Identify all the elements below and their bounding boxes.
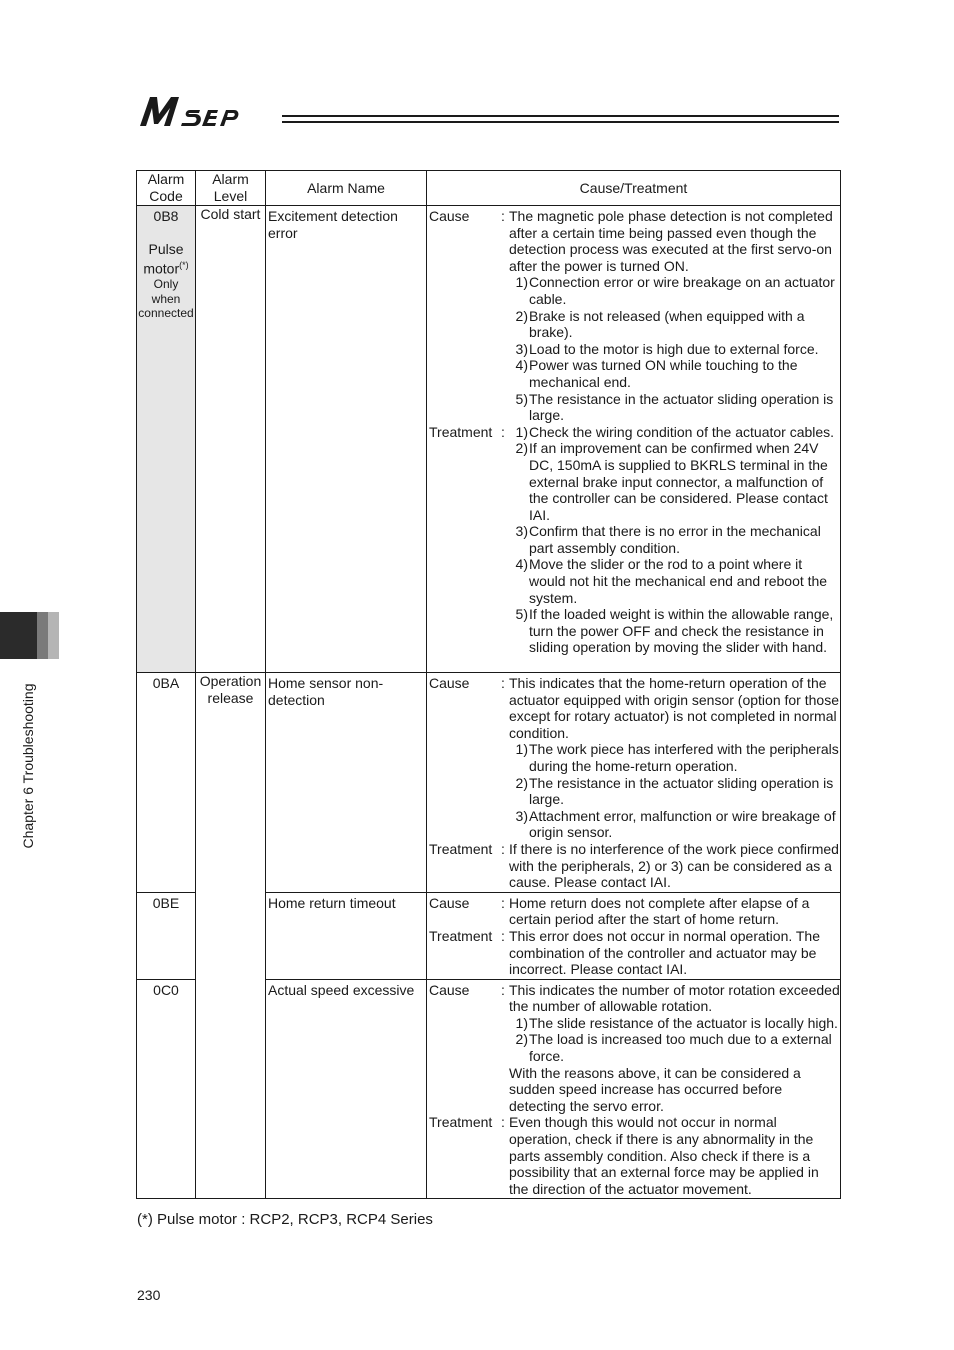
item-text: Load to the motor is high due to external force.: [529, 340, 819, 357]
list-item: [509, 775, 840, 808]
colon: :: [501, 675, 505, 691]
item-number: 2): [515, 1031, 528, 1048]
item-text: If the loaded weight is within the allowable range, turn the power OFF and check the resistance in sliding operation by moving the slider with hand.: [529, 606, 834, 656]
list-item: [509, 523, 840, 556]
cause-label: Cause: [429, 981, 470, 998]
item-number: 1): [515, 741, 528, 758]
header-rule-top: [282, 115, 839, 117]
cause-treatment-cell: [427, 979, 841, 1199]
item-text: The slide resistance of the actuator is locally high.: [529, 1014, 838, 1031]
item-text: The resistance in the actuator sliding operation is large.: [529, 390, 834, 424]
cause-text: This indicates that the home-return operation of the actuator equipped with origin sensor (option for those except for rotary actuator) is not completed in normal condition.: [509, 675, 839, 741]
cause-treatment-cell: [427, 673, 841, 893]
list-item: [509, 357, 840, 390]
list-item: [509, 556, 840, 606]
item-text: Confirm that there is no error in the mechanical part assembly condition.: [529, 523, 821, 556]
chapter-tab-dark: [0, 612, 37, 659]
footnote-mark: (*): [179, 260, 189, 271]
cause-label: Cause: [429, 208, 470, 224]
cause-treatment-cell: [427, 892, 841, 979]
header-alarm-level: [196, 171, 266, 206]
treatment-text: This error does not occur in normal operation. The combination of the controller and actuator may be incorrect. Please contact IAI.: [509, 927, 821, 978]
pulse-note-text: motor: [143, 260, 180, 277]
item-text: The work piece has interfered with the peripherals during the home-return operation.: [529, 741, 839, 774]
item-number: 4): [515, 357, 528, 374]
table-row: [137, 206, 841, 673]
pulse-note: Pulse: [148, 240, 184, 257]
item-text: Attachment error, malfunction or wire breakage of origin sensor.: [529, 807, 836, 841]
page-number: 230: [137, 1287, 161, 1303]
colon: :: [501, 840, 505, 857]
treatment-label: Treatment: [429, 1114, 493, 1131]
treatment-section: [429, 928, 840, 978]
header-text: Alarm: [212, 171, 249, 188]
footnote: (*) Pulse motor : RCP2, RCP3, RCP4 Series: [137, 1211, 433, 1228]
cause-section: [429, 982, 840, 1115]
cause-section: [429, 208, 840, 424]
treatment-section: [429, 841, 840, 891]
cause-text: This indicates the number of motor rotation exceeded the number of allowable rotation.: [509, 981, 840, 1015]
list-item: [509, 274, 840, 307]
alarm-table: [136, 170, 841, 1199]
chapter-tab-light: [48, 612, 59, 659]
item-number: 5): [515, 606, 528, 623]
item-number: 2): [515, 307, 528, 324]
chapter-label: Chapter 6 Troubleshooting: [20, 683, 36, 849]
header-text: Code: [149, 188, 183, 204]
item-number: 1): [515, 274, 528, 291]
treatment-section: [429, 424, 840, 656]
alarm-code: 0B8: [153, 208, 179, 224]
item-text: The load is increased too much due to a external force.: [529, 1031, 832, 1065]
item-number: 3): [515, 807, 528, 824]
cause-label: Cause: [429, 894, 470, 911]
item-text: If an improvement can be confirmed when 24V DC, 150mA is supplied to BKRLS terminal in the external brake input connector, a malfunction of the controller can be considered. Please contact IAI.: [529, 440, 828, 523]
item-number: 1): [515, 1014, 528, 1031]
list-item: [509, 341, 840, 358]
cause-label: Cause: [429, 675, 470, 691]
cause-section: [429, 895, 840, 928]
alarm-code: 0BA: [152, 675, 180, 691]
alarm-name-cell: Actual speed excessive: [266, 979, 427, 1199]
header-alarm-name: Alarm Name: [266, 171, 427, 206]
alarm-code-cell: [137, 206, 196, 673]
alarm-code: 0BE: [152, 894, 180, 911]
list-item: [509, 391, 840, 424]
header-rule-bottom: [282, 121, 839, 123]
item-number: 3): [515, 523, 528, 540]
alarm-name-cell: Excitement detection error: [266, 206, 427, 673]
pulse-note-small: connected: [138, 306, 194, 321]
item-text: Move the slider or the rod to a point where it would not hit the mechanical end and reboot the system.: [529, 556, 828, 606]
header-text: Level: [213, 188, 248, 204]
colon: :: [501, 1114, 505, 1131]
treatment-label: Treatment: [429, 927, 493, 944]
treatment-section: [429, 1114, 840, 1197]
list-item: [509, 606, 840, 656]
item-text: Connection error or wire breakage on an actuator cable.: [529, 274, 835, 307]
list-item: [509, 808, 840, 841]
alarm-code-cell: [137, 892, 196, 979]
item-text: Check the wiring condition of the actuator cables.: [529, 423, 835, 440]
cause-text: The magnetic pole phase detection is not completed after a certain time being passed even though the detection process was executed at the first servo-on after the power is turned ON.: [509, 208, 833, 274]
alarm-level-cell: Cold start: [196, 206, 266, 673]
colon: :: [501, 894, 505, 911]
item-number: 3): [515, 340, 528, 357]
list-item: [509, 1015, 840, 1032]
pulse-note-small: Only: [153, 277, 179, 292]
treatment-label: Treatment: [429, 840, 493, 857]
list-item: [509, 308, 840, 341]
item-text: The resistance in the actuator sliding operation is large.: [529, 774, 834, 808]
msep-logo: [138, 94, 278, 128]
table-header-row: [137, 171, 841, 206]
pulse-note: [137, 257, 195, 277]
cause-treatment-cell: [427, 206, 841, 673]
alarm-name-cell: Home sensor non-detection: [266, 673, 427, 893]
cause-text: With the reasons above, it can be considered a sudden speed increase has occurred before detecting the servo error.: [509, 1064, 801, 1114]
colon: :: [501, 423, 505, 440]
list-item: [509, 741, 840, 774]
alarm-code-cell: [137, 673, 196, 893]
treatment-text: If there is no interference of the work piece confirmed with the peripherals, 2) or 3) can be considered as a cause. Please contact IAI.: [509, 840, 839, 891]
item-number: 4): [515, 556, 528, 573]
cause-text: Home return does not complete after elapse of a certain period after the start of home return.: [509, 894, 810, 928]
table-row: [137, 673, 841, 893]
header-alarm-code: [137, 171, 196, 206]
treatment-label: Treatment: [429, 423, 493, 440]
colon: :: [501, 981, 505, 998]
pulse-note-small: when: [151, 291, 181, 306]
header-text: Alarm: [147, 171, 185, 188]
treatment-text: Even though this would not occur in normal operation, check if there is any abnormality in the parts assembly condition. Also check if there is a possibility that an external force may be applied in the direction of the actuator movement.: [509, 1114, 819, 1197]
alarm-level-cell: Operation release: [196, 673, 266, 1199]
colon: :: [501, 927, 505, 944]
cause-section: [429, 675, 840, 841]
alarm-code: 0C0: [153, 981, 179, 998]
alarm-name-cell: Home return timeout: [266, 892, 427, 979]
item-number: 5): [515, 390, 528, 407]
list-item: [509, 440, 840, 523]
item-number: 2): [515, 440, 528, 457]
header-cause-treatment: Cause/Treatment: [427, 171, 841, 206]
colon: :: [501, 208, 505, 224]
item-number: 2): [515, 774, 528, 791]
alarm-code-cell: [137, 979, 196, 1199]
item-text: Brake is not released (when equipped with a brake).: [529, 307, 805, 341]
chapter-tab-mid: [37, 612, 48, 659]
item-number: 1): [515, 423, 528, 440]
item-text: Power was turned ON while touching to the mechanical end.: [529, 357, 798, 390]
list-item: [509, 424, 840, 441]
list-item: [509, 1031, 840, 1064]
